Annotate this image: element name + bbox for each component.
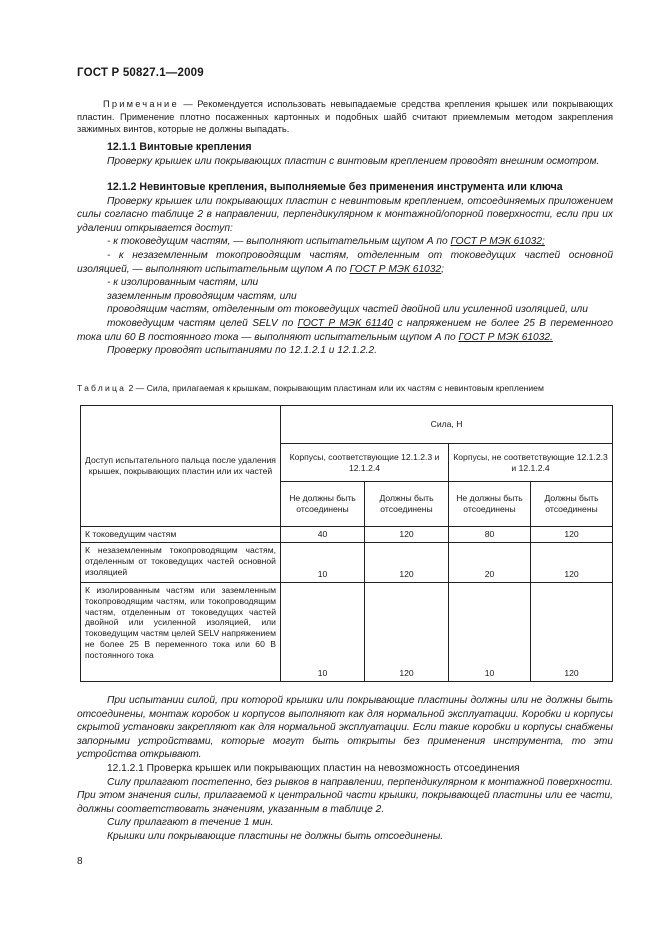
table-header-force: Сила, Н bbox=[281, 406, 613, 444]
section-number: 12.1.1 bbox=[107, 141, 137, 153]
document-header: ГОСТ Р 50827.1—2009 bbox=[77, 67, 204, 79]
subsection-title: Проверка крышек или покрывающих пластин на невозможность отсоединения bbox=[146, 762, 520, 774]
table-cell: 120 bbox=[365, 527, 449, 543]
section-closing: Проверку проводят испытаниями по 12.1.2.1 и 12.1.2.2. bbox=[107, 345, 377, 357]
table-header-group-conforming: Корпусы, соответствующие 12.1.2.3 и 12.1.2.4 bbox=[281, 444, 449, 482]
table-cell: 120 bbox=[531, 583, 613, 682]
table-cell: 120 bbox=[365, 583, 449, 682]
table-row-label: К изолированным частям или заземленным токопроводящим частям, или токопроводящим частям, отделенным от токоведущих частей двойной или усиленной изоляцией, или токоведущим частям целей SELV напряжением не более 25 В переменного тока или 60 В постоянного тока bbox=[81, 583, 281, 682]
post-table-text bbox=[77, 694, 613, 844]
section-text: Проверку крышек или покрывающих пластин с винтовым креплением проводят внешним осмотром. bbox=[107, 155, 600, 167]
list-text: - к незаземленным токопроводящим частям, отделенным от токоведущих частей основной изоляцией, — выполняют испытательным щупом А по bbox=[77, 249, 613, 275]
table-subheader: Не должны быть отсоединены bbox=[449, 482, 531, 527]
table-cell: 120 bbox=[531, 527, 613, 543]
subsection-heading bbox=[77, 762, 613, 776]
table-header-group-nonconforming: Корпусы, не соответствующие 12.1.2.3 и 12.1.2.4 bbox=[449, 444, 613, 482]
standard-reference-link[interactable]: ГОСТ Р МЭК 61032; bbox=[450, 236, 545, 248]
list-text: с напряжением не более 25 В переменного тока или 60 В постоянного тока — выполняют испытательным щупом А по bbox=[77, 317, 614, 343]
subsection-number: 12.1.2.1 bbox=[107, 762, 144, 774]
table-header-access: Доступ испытательного пальца после удаления крышек, покрывающих пластин или их частей bbox=[81, 406, 281, 527]
page-number: 8 bbox=[77, 856, 83, 867]
section-12-1-1 bbox=[77, 141, 613, 168]
list-item-selv-parts bbox=[77, 317, 613, 344]
section-title: Винтовые крепления bbox=[139, 141, 252, 153]
table-row bbox=[81, 527, 613, 543]
list-text: - к токоведущим частям, — выполняют испытательным щупом А по bbox=[107, 236, 451, 248]
force-table bbox=[80, 405, 613, 682]
table-cell: 120 bbox=[365, 543, 449, 583]
table-cell: 40 bbox=[281, 527, 365, 543]
note-label: Примечание bbox=[103, 99, 179, 109]
paragraph: Силу прилагают постепенно, без рывков в направлении, перпендикулярном к монтажной поверхности. При этом значения силы, прилагаемой к центральной части крышки, покрывающей пластины или ее части, должны соответствовать значениям, указанным в таблице 2. bbox=[77, 776, 613, 815]
section-12-1-2 bbox=[77, 181, 613, 358]
table-subheader: Должны быть отсоединены bbox=[531, 482, 613, 527]
table-cell: 120 bbox=[531, 543, 613, 583]
table-cell: 10 bbox=[281, 543, 365, 583]
table-cell: 10 bbox=[281, 583, 365, 682]
table-cell: 10 bbox=[449, 583, 531, 682]
note-paragraph bbox=[77, 98, 613, 136]
table-caption bbox=[77, 383, 613, 394]
table-row-label: К токоведущим частям bbox=[81, 527, 281, 543]
list-item-live-parts bbox=[77, 235, 613, 249]
section-title: Невинтовые крепления, выполняемые без применения инструмента или ключа bbox=[139, 181, 563, 193]
table-cell: 80 bbox=[449, 527, 531, 543]
standard-reference-link[interactable]: ГОСТ Р МЭК 61032. bbox=[458, 331, 553, 343]
paragraph: При испытании силой, при которой крышки или покрывающие пластины должны или не должны быть отсоединены, монтаж коробок и корпусов выполняют как для нормальной эксплуатации. Коробки и корпусы скрытой установки закрепляют как для нормальной эксплуатации. Если такие коробки и корпусы снабжены запорными устройствами, которые могут быть открыты без применения инструмента, то эти устройства открывают. bbox=[77, 695, 613, 761]
caption-text: 2 — Сила, прилагаемая к крышкам, покрывающим пластинам или их частям с невинтовым креплением bbox=[126, 383, 544, 393]
table-row bbox=[81, 583, 613, 682]
list-text: токоведущим частям целей SELV по bbox=[107, 317, 298, 329]
standard-reference-link[interactable]: ГОСТ Р МЭК 61140 bbox=[297, 317, 393, 329]
table-subheader: Должны быть отсоединены bbox=[365, 482, 449, 527]
list-text: ; bbox=[441, 263, 444, 275]
table-cell: 20 bbox=[449, 543, 531, 583]
section-heading bbox=[77, 141, 613, 155]
table-row-label: К незаземленным токопроводящим частям, отделенным от токоведущих частей основной изоляцией bbox=[81, 543, 281, 583]
table-row bbox=[81, 543, 613, 583]
section-heading bbox=[77, 181, 613, 195]
standard-reference-link[interactable]: ГОСТ Р МЭК 61032 bbox=[349, 263, 442, 275]
list-item-unearthed-parts bbox=[77, 249, 613, 276]
section-intro: Проверку крышек или покрывающих пластин с невинтовым креплением, отсоединяемых приложением силы согласно таблице 2 в направлении, перпендикулярном к монтажной/опорной поверхности, если при их удалении открывается доступ: bbox=[77, 195, 613, 234]
list-item-earthed-parts: заземленным проводящим частям, или bbox=[107, 290, 297, 302]
caption-label: Таблица bbox=[77, 383, 127, 393]
paragraph: Крышки или покрывающие пластины не должны быть отсоединены. bbox=[107, 830, 444, 842]
paragraph: Силу прилагают в течение 1 мин. bbox=[107, 817, 274, 829]
note-text: — Рекомендуется использовать невыпадаемые средства крепления крышек или покрывающих пластин. Применение плотно посаженных картонных и подобных шайб считают приемлемым методом закрепления зажимных винтов, которые не должны выпадать. bbox=[77, 99, 613, 135]
list-item-conductive-parts: проводящим частям, отделенным от токоведущих частей двойной или усиленной изоляцией, или bbox=[107, 304, 588, 316]
section-number: 12.1.2 bbox=[107, 181, 137, 193]
table-subheader: Не должны быть отсоединены bbox=[281, 482, 365, 527]
list-item-insulated-parts: - к изолированным частям, или bbox=[107, 277, 259, 289]
